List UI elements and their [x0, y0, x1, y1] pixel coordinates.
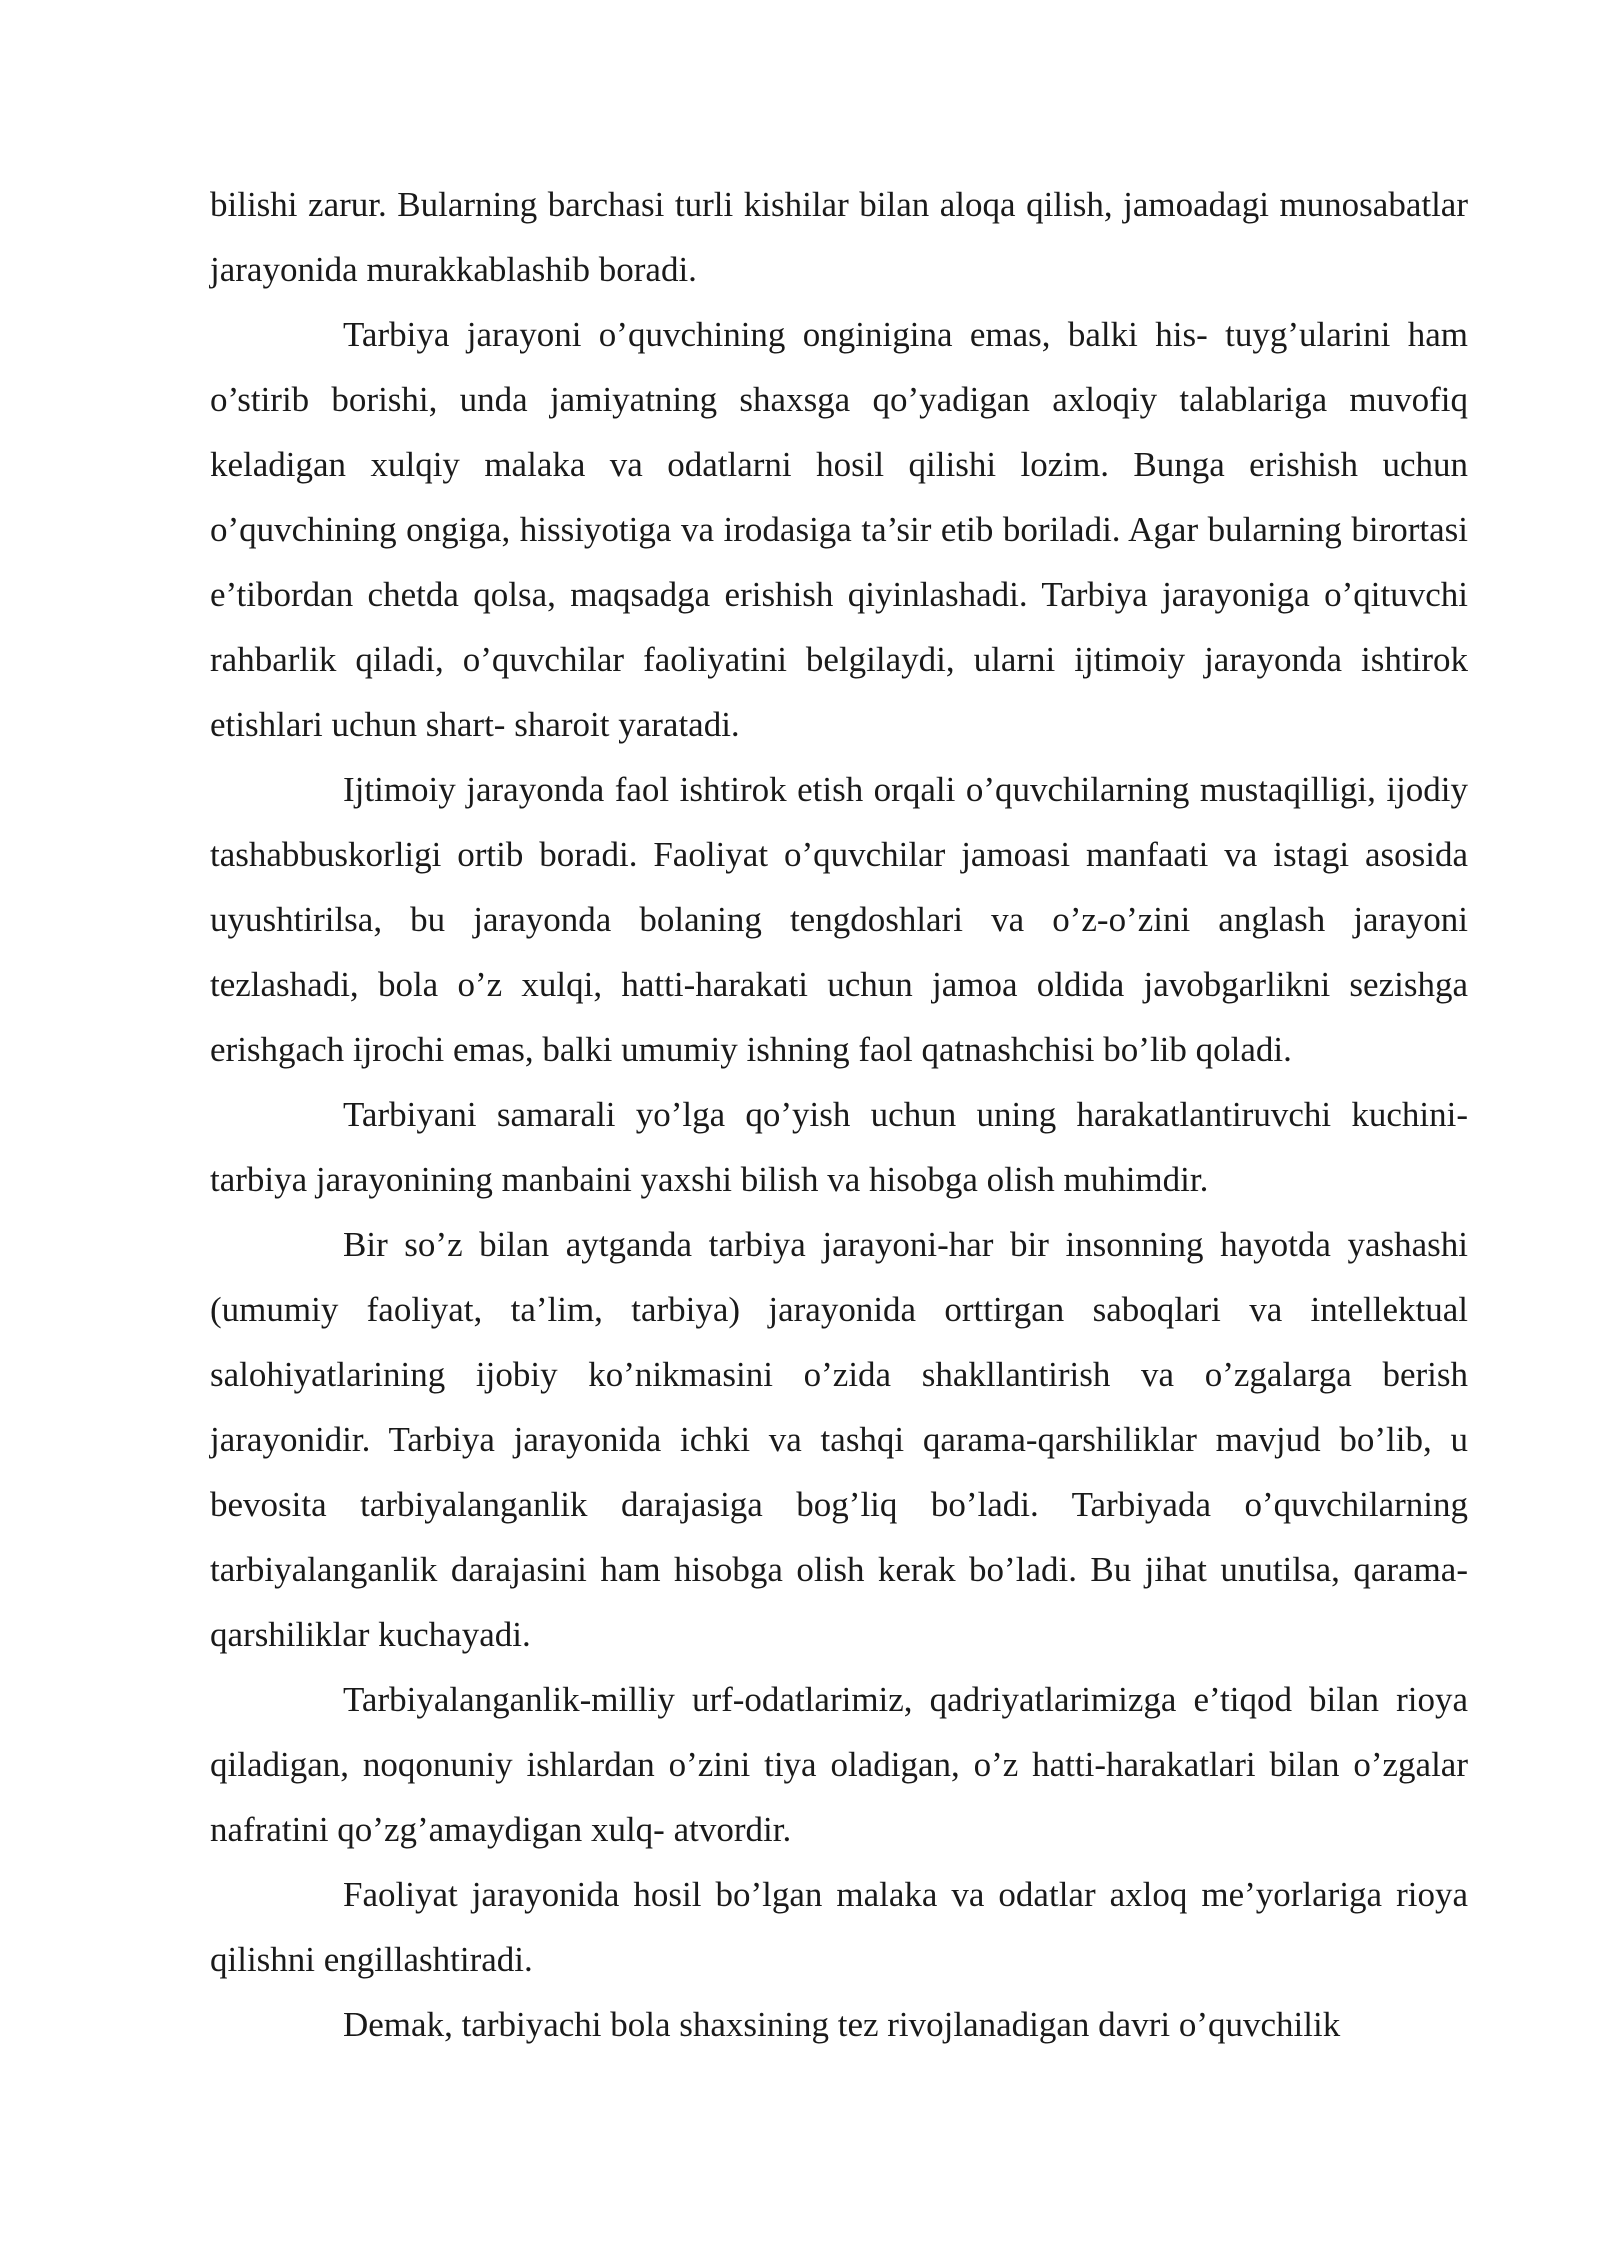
document-page	[210, 172, 1468, 2057]
paragraph-4: Tarbiyani samarali yo’lga qo’yish uchun uning harakatlantiruvchi kuchini- tarbiya jarayonining manbaini yaxshi bilish va hisobga olish muhimdir.	[210, 1095, 1468, 1199]
paragraph-5: Bir so’z bilan aytganda tarbiya jarayoni-har bir insonning hayotda yashashi (umumiy faoliyat, ta’lim, tarbiya) jarayonida orttirgan saboqlari va intellektual salohiyatlarining ijobiy ko’nikmasini o’zida shakllantirish va o’zgalarga berish jarayonidir. Tarbiya jarayonida ichki va tashqi qarama-qarshiliklar mavjud bo’lib, u bevosita tarbiyalanganlik darajasiga bog’liq bo’ladi. Tarbiyada o’quvchilarning tarbiyalanganlik darajasini ham hisobga olish kerak bo’ladi. Bu jihat unutilsa, qarama-qarshiliklar kuchayadi.	[210, 1225, 1468, 1654]
paragraph-1: bilishi zarur. Bularning barchasi turli kishilar bilan aloqa qilish, jamoadagi munosabatlar jarayonida murakkablashib boradi.	[210, 185, 1468, 289]
paragraph-7: Faoliyat jarayonida hosil bo’lgan malaka va odatlar axloq me’yorlariga rioya qilishni engillashtiradi.	[210, 1875, 1468, 1979]
paragraph-2: Tarbiya jarayoni o’quvchining onginigina emas, balki his- tuyg’ularini ham o’stirib borishi, unda jamiyatning shaxsga qo’yadigan axloqiy talablariga muvofiq keladigan xulqiy malaka va odatlarni hosil qilishi lozim. Bunga erishish uchun o’quvchining ongiga, hissiyotiga va irodasiga ta’sir etib boriladi. Agar bularning birortasi e’tibordan chetda qolsa, maqsadga erishish qiyinlashadi. Tarbiya jarayoniga o’qituvchi rahbarlik qiladi, o’quvchilar faoliyatini belgilaydi, ularni ijtimoiy jarayonda ishtirok etishlari uchun shart- sharoit yaratadi.	[210, 315, 1468, 744]
paragraph-6: Tarbiyalanganlik-milliy urf-odatlarimiz, qadriyatlarimizga e’tiqod bilan rioya qiladigan, noqonuniy ishlardan o’zini tiya oladigan, o’z hatti-harakatlari bilan o’zgalar nafratini qo’zg’amaydigan xulq- atvordir.	[210, 1680, 1468, 1849]
paragraph-3: Ijtimoiy jarayonda faol ishtirok etish orqali o’quvchilarning mustaqilligi, ijodiy tashabbuskorligi ortib boradi. Faoliyat o’quvchilar jamoasi manfaati va istagi asosida uyushtirilsa, bu jarayonda bolaning tengdoshlari va o’z-o’zini anglash jarayoni tezlashadi, bola o’z xulqi, hatti-harakati uchun jamoa oldida javobgarlikni sezishga erishgach ijrochi emas, balki umumiy ishning faol qatnashchisi bo’lib qoladi.	[210, 770, 1468, 1069]
paragraph-8: Demak, tarbiyachi bola shaxsining tez rivojlanadigan davri o’quvchilik	[343, 2005, 1341, 2044]
